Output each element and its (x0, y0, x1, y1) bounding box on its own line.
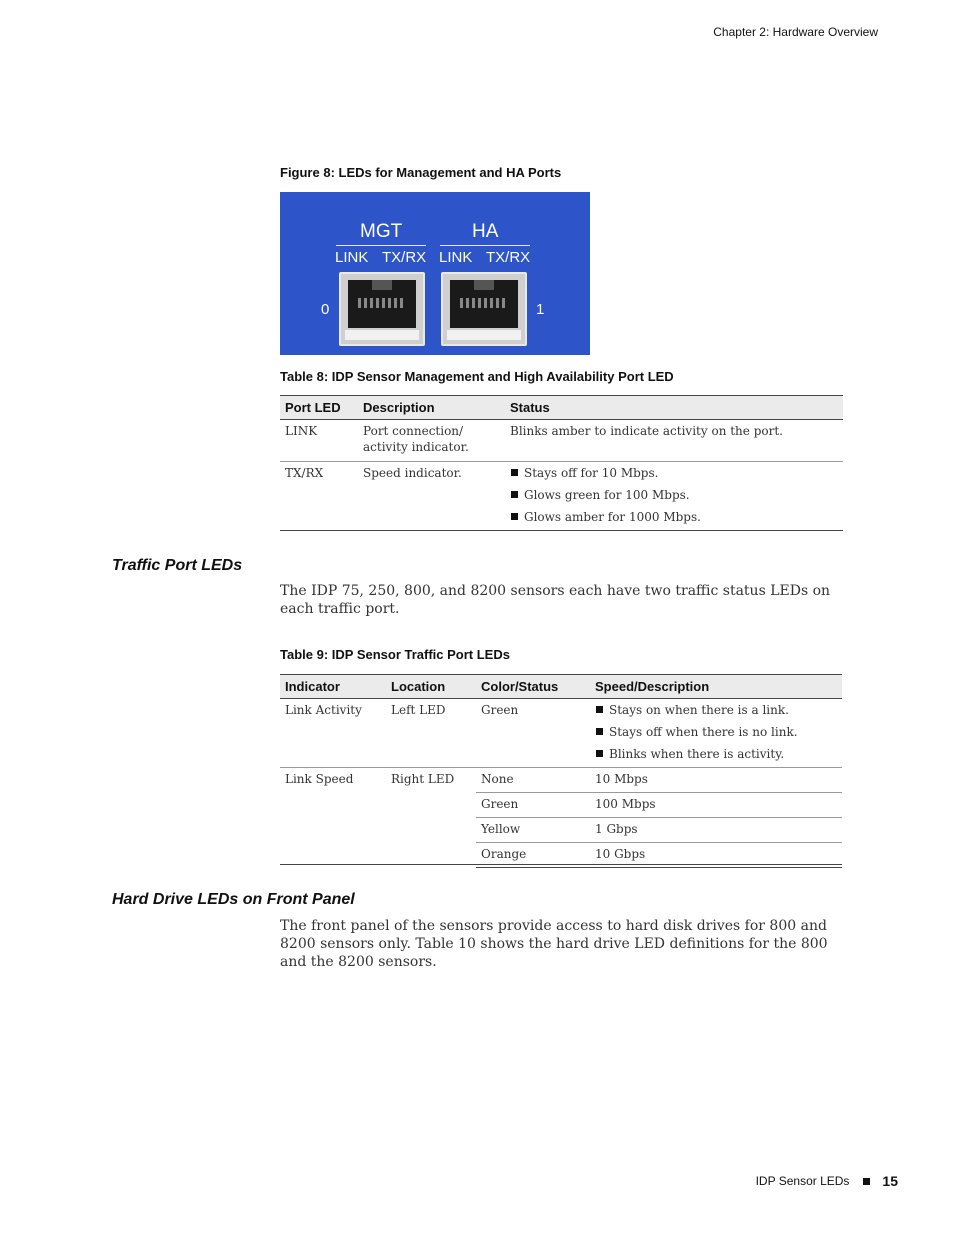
table-cell: Left LED (386, 699, 476, 768)
list-item: Glows amber for 1000 Mbps. (510, 509, 838, 525)
mgt-link-label: LINK (335, 249, 369, 266)
page-number: 15 (882, 1173, 898, 1189)
description-line: Port connection/ (363, 424, 464, 438)
page-footer (756, 1173, 898, 1189)
section-heading: Hard Drive LEDs on Front Panel (112, 891, 355, 908)
list-item: Stays off for 10 Mbps. (510, 465, 838, 481)
bullet-list (510, 465, 838, 525)
table-cell: 10 Gbps (590, 843, 842, 868)
table-cell: Link Activity (280, 699, 386, 768)
column-header: Speed/Description (590, 675, 842, 699)
table-row (280, 462, 843, 531)
column-header: Indicator (280, 675, 386, 699)
ha-label: HA (472, 221, 499, 242)
column-header: Color/Status (476, 675, 590, 699)
column-header: Status (505, 396, 843, 420)
port-0-label: 0 (321, 301, 330, 318)
section-paragraph: The IDP 75, 250, 800, and 8200 sensors each have two traffic status LEDs on each traffic port. (280, 583, 831, 617)
port-1-label: 1 (536, 301, 545, 318)
table-cell: TX/RX (280, 462, 358, 531)
table-row (280, 768, 842, 793)
table-header-row (280, 675, 842, 699)
table-cell: Green (476, 793, 590, 818)
section-heading: Traffic Port LEDs (112, 557, 243, 574)
square-bullet-icon (863, 1178, 870, 1185)
description-line: activity indicator. (363, 440, 469, 454)
table-cell: Orange (476, 843, 590, 868)
table-cell: Blinks amber to indicate activity on the port. (505, 420, 843, 462)
table-header-row (280, 396, 843, 420)
list-item: Stays off when there is no link. (595, 724, 837, 740)
table-cell: Link Speed (285, 772, 354, 786)
led-ports-figure (280, 192, 590, 355)
table-cell: LINK (280, 420, 358, 462)
list-item: Stays on when there is a link. (595, 702, 837, 718)
table8 (280, 395, 843, 531)
table-cell: 1 Gbps (590, 818, 842, 843)
table-cell (590, 699, 842, 768)
list-item: Blinks when there is activity. (595, 746, 837, 762)
table9 (280, 674, 842, 868)
table-cell: None (476, 768, 590, 793)
table-cell: Speed indicator. (358, 462, 505, 531)
column-header: Description (358, 396, 505, 420)
list-item: Glows green for 100 Mbps. (510, 487, 838, 503)
mgt-underline (336, 245, 426, 246)
mgt-label: MGT (360, 221, 403, 242)
mgt-port-jack (339, 272, 425, 346)
ha-link-label: LINK (439, 249, 473, 266)
ha-txrx-label: TX/RX (486, 249, 531, 266)
table-cell: 10 Mbps (590, 768, 842, 793)
table-cell: 100 Mbps (590, 793, 842, 818)
table-row (280, 420, 843, 462)
table-cell (358, 420, 505, 462)
table-cell: Green (476, 699, 590, 768)
bullet-list (595, 702, 837, 762)
footer-section: IDP Sensor LEDs (755, 1174, 850, 1188)
figure-caption: Figure 8: LEDs for Management and HA Ports (280, 165, 562, 180)
column-header: Port LED (280, 396, 358, 420)
ha-underline (440, 245, 530, 246)
chapter-header: Chapter 2: Hardware Overview (713, 25, 878, 39)
column-header: Location (386, 675, 476, 699)
table9-caption: Table 9: IDP Sensor Traffic Port LEDs (280, 647, 510, 662)
table-row (280, 699, 842, 768)
table-cell (505, 462, 843, 531)
table8-caption: Table 8: IDP Sensor Management and High Availability Port LED (280, 369, 674, 384)
table-cell: Right LED (391, 772, 455, 786)
ha-port-jack (441, 272, 527, 346)
section-paragraph: The front panel of the sensors provide access to hard disk drives for 800 and 8200 sensors only. Table 10 shows the hard drive LED definitions for the 800 and the 8200 sensors. (280, 918, 828, 970)
mgt-txrx-label: TX/RX (382, 249, 427, 266)
table-cell: Yellow (476, 818, 590, 843)
table9-bottom-rule (280, 864, 842, 865)
